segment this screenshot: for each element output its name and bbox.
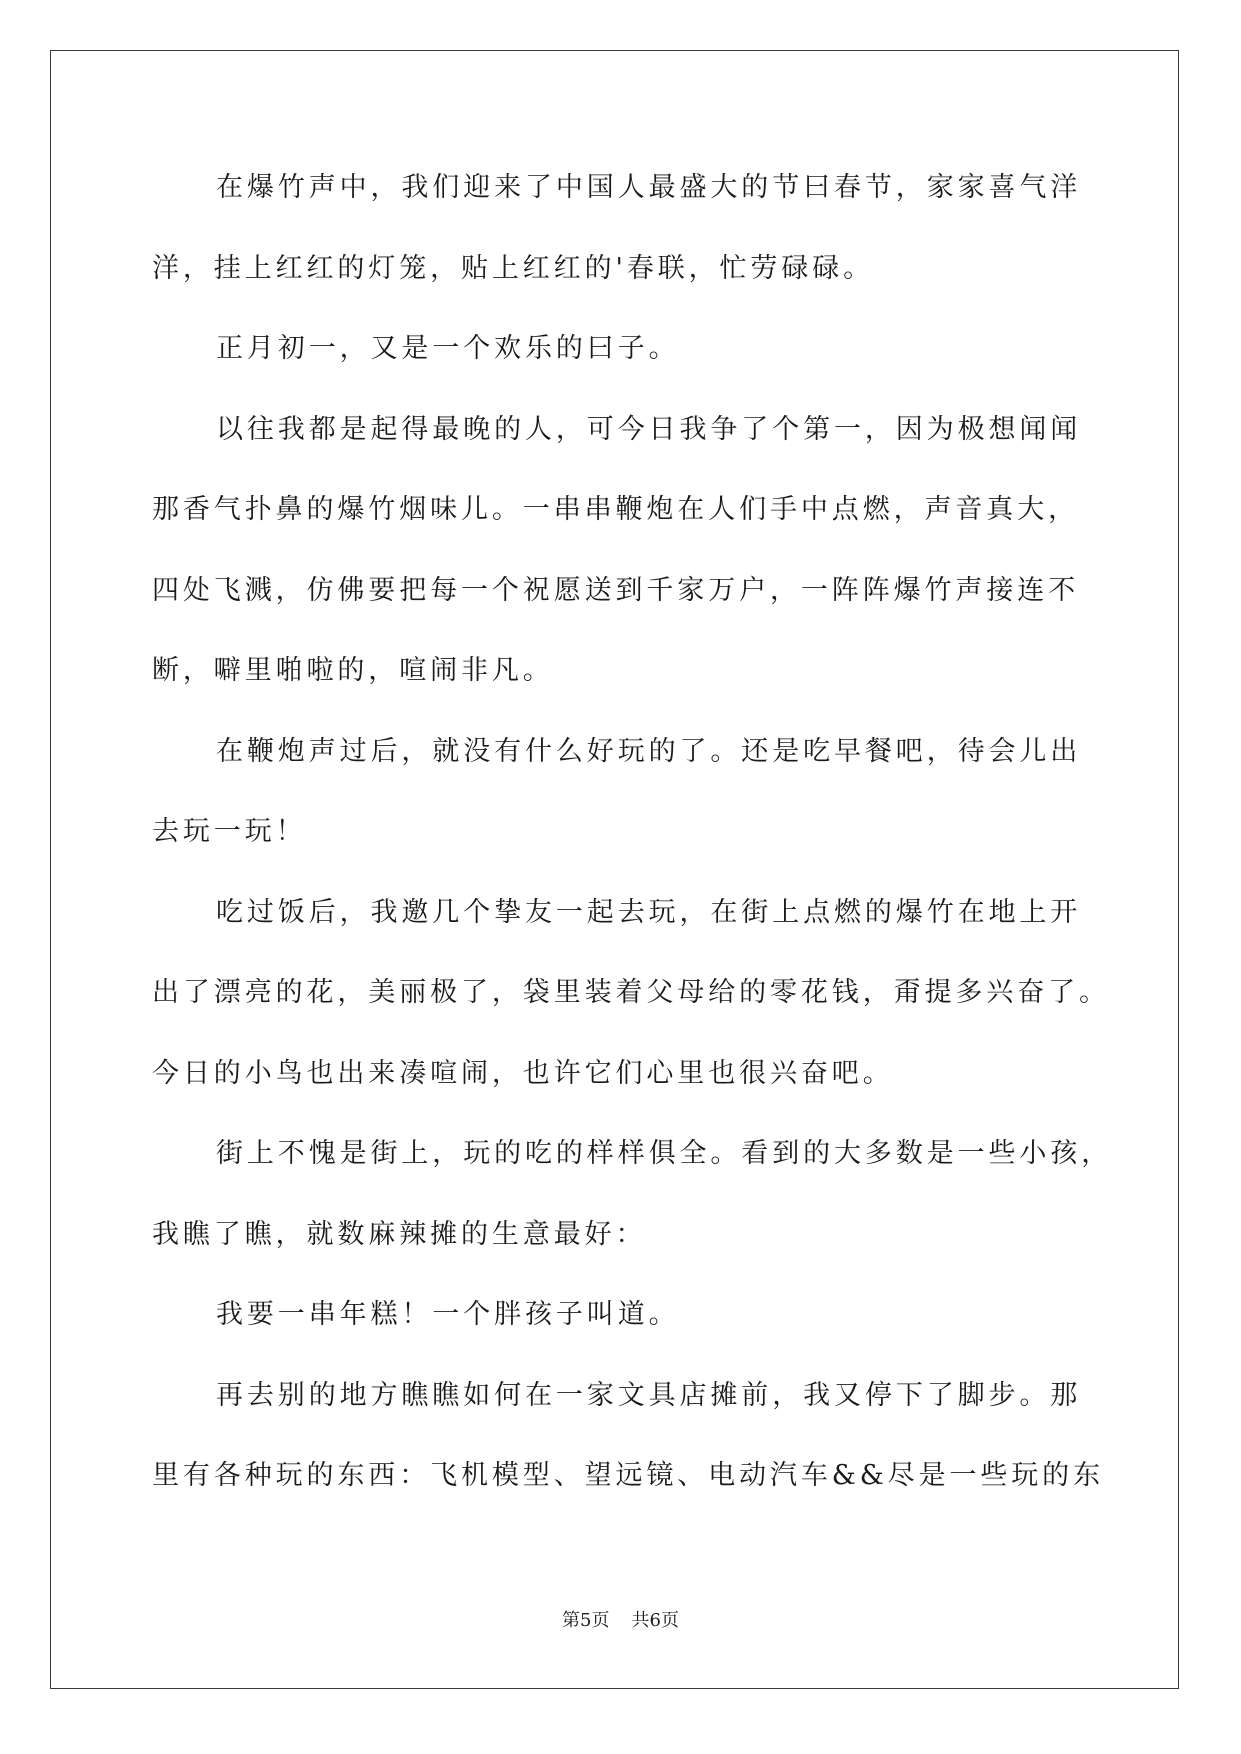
page-footer (0, 1606, 1241, 1632)
text-line: 出了漂亮的花，美丽极了，袋里装着父母给的零花钱，甭提多兴奋了。 (152, 977, 1110, 1008)
paragraph (152, 1356, 1142, 1517)
total-page-count: 共6页 (631, 1610, 679, 1631)
paragraph (152, 148, 1142, 309)
text-line: 我瞧了瞧，就数麻辣摊的生意最好： (152, 1218, 647, 1250)
text-line: 里有各种玩的东西：飞机模型、望远镜、电动汽车&&尽是一些玩的东 (152, 1460, 1104, 1491)
paragraph (152, 309, 1142, 390)
text-line: 在鞭炮声过后，就没有什么好玩的了。还是吃早餐吧，待会儿出 (216, 735, 1082, 767)
text-line: 再去别的地方瞧瞧如何在一家文具店摊前，我又停下了脚步。那 (216, 1379, 1082, 1411)
current-page-number: 第5页 (562, 1610, 610, 1631)
text-line: 断，噼里啪啦的，喧闹非凡。 (152, 655, 554, 686)
text-line: 正月初一，又是一个欢乐的曰子。 (216, 333, 680, 364)
text-line: 那香气扑鼻的爆竹烟味儿。一串串鞭炮在人们手中点燃，声音真大， (152, 494, 1079, 525)
text-line: 吃过饭后，我邀几个挚友一起去玩，在街上点燃的爆竹在地上开 (216, 896, 1082, 928)
text-line: 以往我都是起得最晚的人，可今日我争了个第一，因为极想闻闻 (216, 413, 1082, 445)
body-text (152, 148, 1142, 1517)
text-line: 街上不愧是街上，玩的吃的样样俱全。看到的大多数是一些小孩， (216, 1138, 1113, 1169)
paragraph (152, 1114, 1142, 1275)
paragraph (152, 712, 1142, 873)
text-line: 今日的小鸟也出来凑喧闹，也许它们心里也很兴奋吧。 (152, 1057, 894, 1089)
paragraph (152, 1275, 1142, 1356)
text-line: 四处飞溅，仿佛要把每一个祝愿送到千家万户，一阵阵爆竹声接连不 (152, 574, 1079, 606)
text-line: 在爆竹声中，我们迎来了中国人最盛大的节曰春节，家家喜气洋 (216, 172, 1082, 203)
paragraph (152, 390, 1142, 712)
paragraph (152, 873, 1142, 1115)
text-line: 洋，挂上红红的灯笼，贴上红红的'春联，忙劳碌碌。 (152, 252, 875, 284)
text-line: 我要一串年糕！一个胖孩子叫道。 (216, 1299, 680, 1330)
text-line: 去玩一玩！ (152, 816, 307, 847)
